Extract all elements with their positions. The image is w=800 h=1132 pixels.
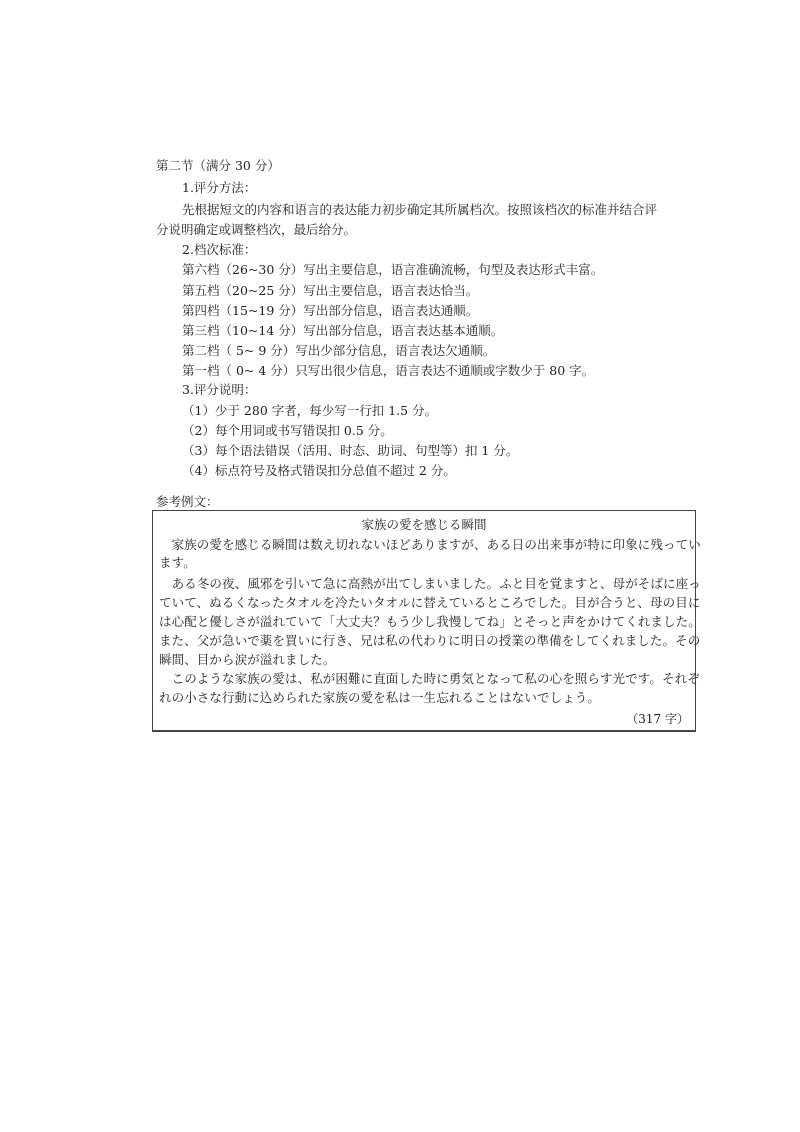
essay-line: ます。	[159, 555, 196, 570]
note-item: （2）每个用词或书写错误扣 0.5 分。	[182, 423, 393, 438]
essay-char-count: （317 字）	[626, 712, 689, 726]
criteria-item: 第五档（20~25 分）写出主要信息，语言表达恰当。	[182, 283, 479, 298]
criteria-item: 第二档（ 5~ 9 分）写出少部分信息，语言表达欠通顺。	[182, 343, 496, 358]
essay-line: 瞬間、目から涙が溢れました。	[159, 652, 336, 667]
sample-label: 参考例文：	[156, 494, 219, 509]
essay-line: 家族の愛を感じる瞬間は数え切れないほどありますが、ある日の出来事が特に印象に残ってい	[159, 537, 701, 552]
essay-line: このような家族の愛は、私が困難に直面した時に勇気となって私の心を照らす光です。それぞ	[159, 671, 700, 686]
essay-line: は心配と優しさが溢れていて「大丈夫？もう少し我慢してね」とそっと声をかけてくれました。	[159, 614, 701, 629]
method-text-line-2: 分说明确定或调整档次，最后给分。	[156, 222, 357, 237]
criteria-item: 第四档（15~19 分）写出部分信息，语言表达通顺。	[182, 303, 479, 318]
sample-essay-box	[152, 510, 701, 732]
criteria-heading: 2.档次标准：	[182, 242, 257, 257]
method-text-line-1: 先根据短文的内容和语言的表达能力初步确定其所属档次。按照该档次的标准并结合评	[182, 202, 658, 217]
essay-line: ある冬の夜、風邪を引いて急に高熱が出てしまいました。ふと目を覚ますと、母がそばに座っ	[159, 576, 701, 591]
criteria-item: 第三档（10~14 分）写出部分信息，语言表达基本通顺。	[182, 323, 504, 338]
essay-line: ていて、ぬるくなったタオルを冷たいタオルに替えているところでした。目が合うと、母の目に	[159, 595, 701, 610]
criteria-item: 第一档（ 0~ 4 分）只写出很少信息，语言表达不通顺或字数少于 80 字。	[182, 363, 595, 378]
essay-title: 家族の愛を感じる瞬間	[361, 517, 487, 532]
note-item: （4）标点符号及格式错误扣分总值不超过 2 分。	[182, 463, 456, 478]
note-item: （3）每个语法错误（活用、时态、助词、句型等）扣 1 分。	[182, 443, 519, 458]
note-item: （1）少于 280 字者，每少写一行扣 1.5 分。	[182, 403, 438, 418]
essay-line: れの小さな行動に込められた家族の愛を私は一生忘れることはないでしょう。	[159, 690, 601, 705]
notes-heading: 3.评分说明：	[182, 382, 257, 397]
criteria-item: 第六档（26~30 分）写出主要信息，语言准确流畅，句型及表达形式丰富。	[182, 262, 604, 277]
essay-line: また、父が急いで薬を買いに行き、兄は私の代わりに明日の授業の準備をしてくれました。その	[159, 633, 701, 648]
section-title: 第二节（满分 30 分）	[156, 158, 280, 173]
method-heading: 1.评分方法：	[182, 180, 257, 195]
